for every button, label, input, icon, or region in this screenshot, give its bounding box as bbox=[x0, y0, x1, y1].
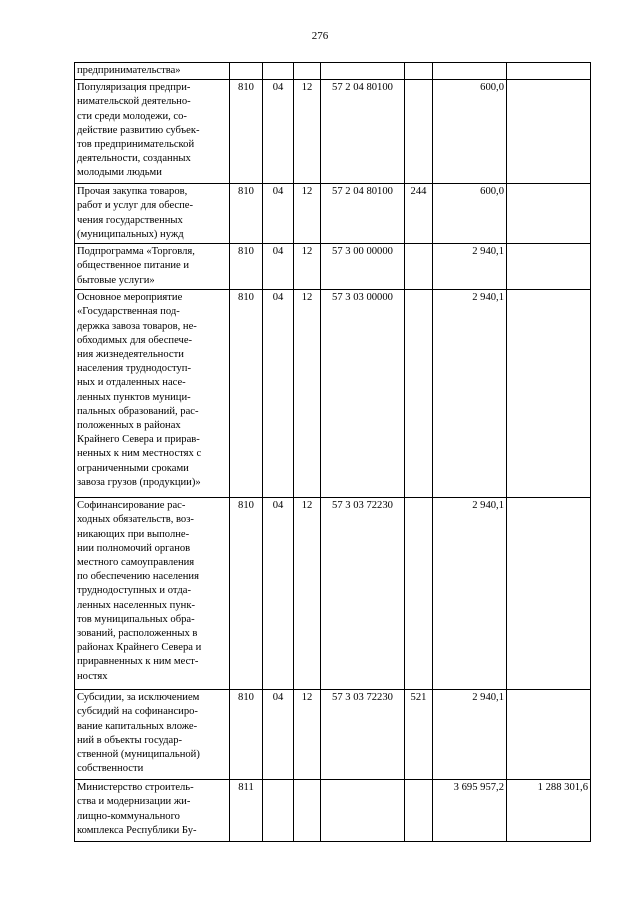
csr-code bbox=[321, 780, 405, 842]
gr-code: 810 bbox=[230, 498, 263, 690]
row-name: предпринимательства» bbox=[75, 63, 230, 80]
vr-code bbox=[405, 498, 433, 690]
table-row bbox=[75, 290, 591, 498]
csr-code: 57 2 04 80100 bbox=[321, 80, 405, 184]
budget-table bbox=[74, 62, 591, 842]
table-row bbox=[75, 80, 591, 184]
sum-next bbox=[507, 63, 591, 80]
sum-next bbox=[507, 690, 591, 780]
pr-code: 12 bbox=[294, 498, 321, 690]
table-row bbox=[75, 690, 591, 780]
rz-code: 04 bbox=[263, 498, 294, 690]
pr-code: 12 bbox=[294, 184, 321, 244]
sum-current: 2 940,1 bbox=[433, 690, 507, 780]
rz-code bbox=[263, 780, 294, 842]
row-name: Субсидии, за исключением субсидий на софинансиро- вание капитальных вложе- ний в объекты государ- ственной (муниципальной) собственности bbox=[75, 690, 230, 780]
row-name: Популяризация предпри- нимательской деятельно- сти среди молодежи, со- действие развитию субъек- тов предпринимательской деятельности, созданных молодыми людьми bbox=[75, 80, 230, 184]
csr-code: 57 3 03 72230 bbox=[321, 690, 405, 780]
vr-code bbox=[405, 80, 433, 184]
table-row bbox=[75, 780, 591, 842]
sum-current: 2 940,1 bbox=[433, 244, 507, 290]
rz-code: 04 bbox=[263, 290, 294, 498]
pr-code bbox=[294, 63, 321, 80]
sum-next bbox=[507, 244, 591, 290]
vr-code bbox=[405, 290, 433, 498]
csr-code: 57 3 03 00000 bbox=[321, 290, 405, 498]
gr-code: 810 bbox=[230, 290, 263, 498]
table-row bbox=[75, 184, 591, 244]
gr-code: 810 bbox=[230, 244, 263, 290]
vr-code: 521 bbox=[405, 690, 433, 780]
sum-next: 1 288 301,6 bbox=[507, 780, 591, 842]
vr-code bbox=[405, 63, 433, 80]
gr-code: 811 bbox=[230, 780, 263, 842]
rz-code: 04 bbox=[263, 690, 294, 780]
sum-current: 2 940,1 bbox=[433, 290, 507, 498]
sum-next bbox=[507, 184, 591, 244]
csr-code: 57 2 04 80100 bbox=[321, 184, 405, 244]
sum-current: 2 940,1 bbox=[433, 498, 507, 690]
vr-code: 244 bbox=[405, 184, 433, 244]
pr-code: 12 bbox=[294, 244, 321, 290]
sum-next bbox=[507, 498, 591, 690]
rz-code: 04 bbox=[263, 184, 294, 244]
table-row bbox=[75, 498, 591, 690]
pr-code: 12 bbox=[294, 80, 321, 184]
rz-code bbox=[263, 63, 294, 80]
sum-current: 600,0 bbox=[433, 80, 507, 184]
page-number: 276 bbox=[311, 30, 329, 42]
gr-code: 810 bbox=[230, 80, 263, 184]
csr-code: 57 3 00 00000 bbox=[321, 244, 405, 290]
vr-code bbox=[405, 780, 433, 842]
pr-code: 12 bbox=[294, 690, 321, 780]
row-name: Прочая закупка товаров, работ и услуг для обеспе- чения государственных (муниципальных) нужд bbox=[75, 184, 230, 244]
table-row bbox=[75, 244, 591, 290]
rz-code: 04 bbox=[263, 244, 294, 290]
gr-code: 810 bbox=[230, 690, 263, 780]
row-name: Подпрограмма «Торговля, общественное питание и бытовые услуги» bbox=[75, 244, 230, 290]
row-name: Основное мероприятие «Государственная под- держка завоза товаров, не- обходимых для обеспече- ния жизнедеятельности населения труднодоступ- ных и отдаленных насе- ленных пунктов муници- пальных образований, рас- положенных в районах Крайнего Севера и прирав- ненных к ним местностях с ограниченными сроками завоза грузов (продукции)» bbox=[75, 290, 230, 498]
sum-next bbox=[507, 290, 591, 498]
rz-code: 04 bbox=[263, 80, 294, 184]
csr-code: 57 3 03 72230 bbox=[321, 498, 405, 690]
gr-code bbox=[230, 63, 263, 80]
row-name: Софинансирование рас- ходных обязательств, воз- никающих при выполне- нии полномочий органов местного самоуправления по обеспечению населения труднодоступных и отда- ленных населенных пунк- тов муниципальных обра- зований, расположенных в районах Крайнего Севера и приравненных к ним мест- ностях bbox=[75, 498, 230, 690]
sum-current: 3 695 957,2 bbox=[433, 780, 507, 842]
gr-code: 810 bbox=[230, 184, 263, 244]
sum-current bbox=[433, 63, 507, 80]
sum-current: 600,0 bbox=[433, 184, 507, 244]
pr-code bbox=[294, 780, 321, 842]
pr-code: 12 bbox=[294, 290, 321, 498]
csr-code bbox=[321, 63, 405, 80]
table-row bbox=[75, 63, 591, 80]
sum-next bbox=[507, 80, 591, 184]
row-name: Министерство строитель- ства и модернизации жи- лищно-коммунального комплекса Республики Бу- bbox=[75, 780, 230, 842]
vr-code bbox=[405, 244, 433, 290]
